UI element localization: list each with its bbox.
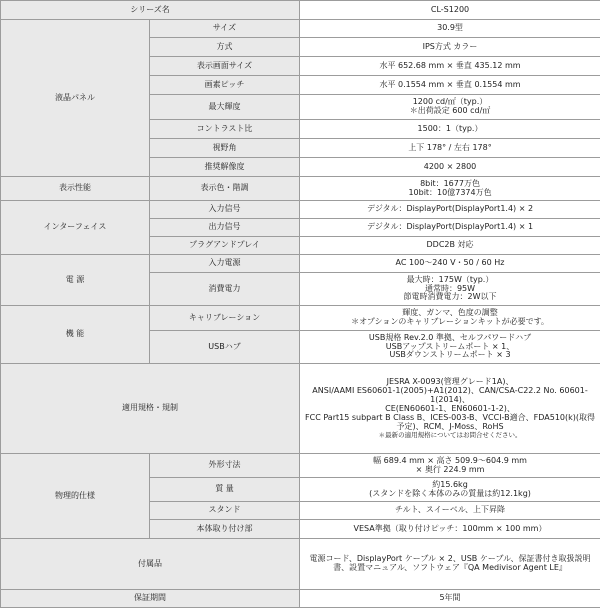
- power-category: 電 源: [1, 255, 150, 306]
- usb-standard: USB規格 Rev.2.0 準拠、セルフパワードハブ: [303, 334, 597, 343]
- standards-note: ＊最新の適用規格についてはお問合せください。: [303, 432, 597, 439]
- row-accessories: [1, 539, 600, 590]
- dimensions-depth: × 奥行 224.9 mm: [303, 466, 597, 475]
- physical-category: 物理的仕様: [1, 454, 150, 539]
- angle-value: 上下 178° / 左右 178°: [300, 139, 600, 158]
- area-label: 表示画面サイズ: [150, 57, 300, 76]
- standards-jesra: JESRA X-0093(管理グレード1A)、: [303, 378, 597, 387]
- consumption-standby: 節電時消費電力：2W以下: [303, 293, 597, 302]
- brightness-value-default: ＊出荷設定 600 cd/㎡: [303, 107, 597, 116]
- power-input-label: 入力電源: [150, 255, 300, 273]
- standards-value: [300, 364, 600, 454]
- size-label: サイズ: [150, 20, 300, 38]
- power-input-value: AC 100〜240 V・50 / 60 Hz: [300, 255, 600, 273]
- consumption-normal: 通常時：95W: [303, 285, 597, 294]
- brightness-value-typ: 1200 cd/㎡（typ.）: [303, 98, 597, 107]
- row-display-colors: [1, 177, 600, 201]
- interface-category: インターフェイス: [1, 201, 150, 255]
- row-interface-input: [1, 201, 600, 219]
- row-function-calibration: [1, 306, 600, 331]
- contrast-label: コントラスト比: [150, 120, 300, 139]
- consumption-value: [300, 273, 600, 306]
- output-signal-value: デジタル：DisplayPort(DisplayPort1.4) × 1: [300, 219, 600, 237]
- mount-label: 本体取り付け部: [150, 520, 300, 539]
- type-label: 方式: [150, 38, 300, 57]
- standards-label: 適用規格・規制: [1, 364, 300, 454]
- calibration-note: ＊オプションのキャリブレーションキットが必要です。: [303, 318, 597, 327]
- pnp-label: プラグアンドプレイ: [150, 237, 300, 255]
- consumption-max: 最大時：175W（typ.）: [303, 276, 597, 285]
- warranty-label: 保証期間: [1, 590, 300, 608]
- dimensions-value: [300, 454, 600, 478]
- input-signal-value: デジタル：DisplayPort(DisplayPort1.4) × 2: [300, 201, 600, 219]
- series-label: シリーズ名: [1, 1, 300, 20]
- mass-value: [300, 478, 600, 502]
- resolution-value: 4200 × 2800: [300, 158, 600, 177]
- mass-body-only: (スタンドを除く本体のみの質量は約12.1kg): [303, 490, 597, 499]
- row-panel-size: [1, 20, 600, 38]
- type-value: IPS方式 カラー: [300, 38, 600, 57]
- mass-total: 約15.6kg: [303, 481, 597, 490]
- usb-hub-value: [300, 331, 600, 364]
- pitch-value: 水平 0.1554 mm × 垂直 0.1554 mm: [300, 76, 600, 95]
- accessories-value: 電源コード、DisplayPort ケーブル × 2、USB ケーブル、保証書付き取扱説明書、設置マニュアル、ソフトウェア『QA Medivisor Agent LE』: [300, 539, 600, 590]
- input-signal-label: 入力信号: [150, 201, 300, 219]
- series-value: CL-S1200: [300, 1, 600, 20]
- accessories-label: 付属品: [1, 539, 300, 590]
- contrast-value: 1500：1（typ.）: [300, 120, 600, 139]
- panel-category: 液晶パネル: [1, 20, 150, 177]
- colors-label: 表示色・階調: [150, 177, 300, 201]
- usb-upstream: USBアップストリームポート × 1、: [303, 343, 597, 352]
- mass-label: 質 量: [150, 478, 300, 502]
- area-value: 水平 652.68 mm × 垂直 435.12 mm: [300, 57, 600, 76]
- brightness-label: 最大輝度: [150, 95, 300, 120]
- row-standards: [1, 364, 600, 454]
- dimensions-width-height: 幅 689.4 mm × 高さ 509.9〜604.9 mm: [303, 457, 597, 466]
- row-warranty: [1, 590, 600, 608]
- stand-value: チルト、スイーベル、上下昇降: [300, 502, 600, 520]
- dimensions-label: 外形寸法: [150, 454, 300, 478]
- stand-label: スタンド: [150, 502, 300, 520]
- brightness-value: [300, 95, 600, 120]
- mount-value: VESA準拠（取り付けピッチ：100mm × 100 mm）: [300, 520, 600, 539]
- display-category: 表示性能: [1, 177, 150, 201]
- output-signal-label: 出力信号: [150, 219, 300, 237]
- row-power-input: [1, 255, 600, 273]
- angle-label: 視野角: [150, 139, 300, 158]
- function-category: 機 能: [1, 306, 150, 364]
- colors-value-10bit: 10bit：10億7374万色: [303, 189, 597, 198]
- resolution-label: 推奨解像度: [150, 158, 300, 177]
- standards-ansi: ANSI/AAMI ES60601-1(2005)+A1(2012)、CAN/CSA-C22.2 No. 60601-1(2014)、: [303, 387, 597, 405]
- row-series: [1, 1, 600, 20]
- row-physical-dimensions: [1, 454, 600, 478]
- pnp-value: DDC2B 対応: [300, 237, 600, 255]
- calibration-label: キャリブレーション: [150, 306, 300, 331]
- warranty-value: 5年間: [300, 590, 600, 608]
- calibration-adjust: 輝度、ガンマ、色度の調整: [303, 309, 597, 318]
- consumption-label: 消費電力: [150, 273, 300, 306]
- calibration-value: [300, 306, 600, 331]
- usb-downstream: USBダウンストリームポート × 3: [303, 351, 597, 360]
- standards-fcc: FCC Part15 subpart B Class B、ICES-003-B、VCCI-B適合、FDA510(k)(取得予定)、RCM、J-Moss、RoHS: [303, 414, 597, 432]
- standards-ce: CE(EN60601-1、EN60601-1-2)、: [303, 405, 597, 414]
- colors-value-8bit: 8bit：1677万色: [303, 180, 597, 189]
- usb-hub-label: USBハブ: [150, 331, 300, 364]
- pitch-label: 画素ピッチ: [150, 76, 300, 95]
- colors-value: [300, 177, 600, 201]
- size-value: 30.9型: [300, 20, 600, 38]
